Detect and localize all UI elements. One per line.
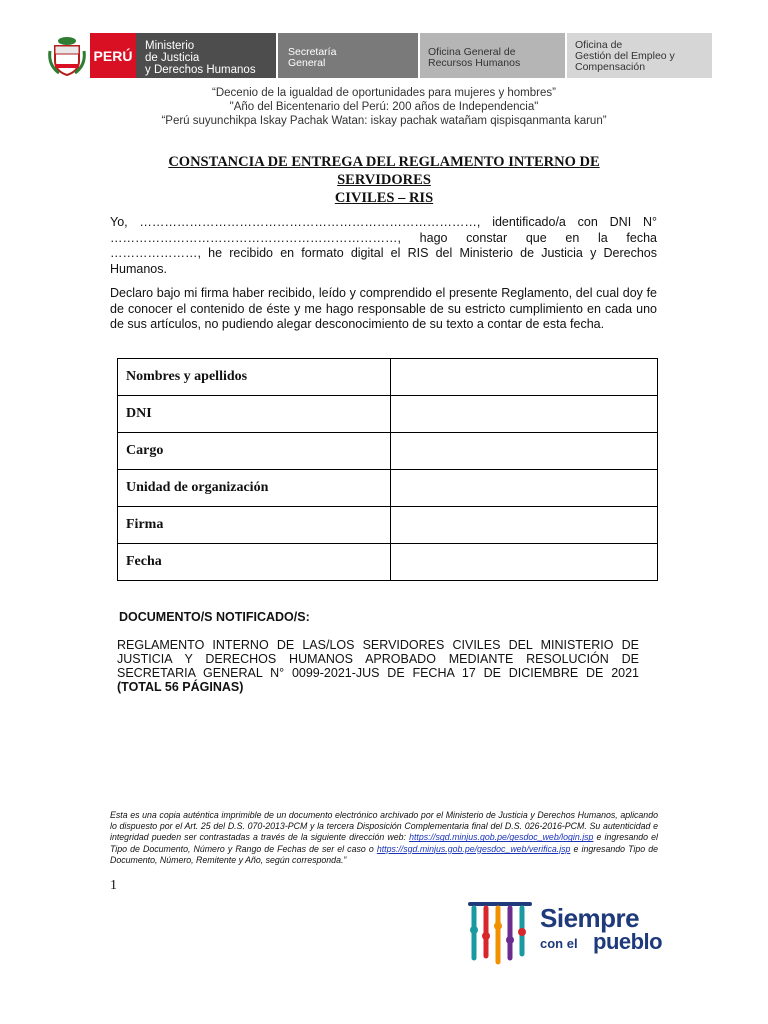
total-pages: (TOTAL 56 PÁGINAS) xyxy=(117,680,244,694)
notified-text: REGLAMENTO INTERNO DE LAS/LOS SERVIDORES CIVILES DEL MINISTERIO DE JUSTICIA Y DERECHOS HUMANOS APROBADO MEDIANTE RESOLUCIÓN DE SECRETARIA GENERAL N° 0099-2021-JUS DE FECHA 17 DE DICIEMBRE DE 2021 xyxy=(117,638,639,680)
field-label: Cargo xyxy=(118,433,391,470)
title-line: CIVILES – RIS xyxy=(334,190,434,206)
oges-label xyxy=(567,33,712,78)
field-label: Firma xyxy=(118,507,391,544)
field-value[interactable] xyxy=(391,396,658,433)
field-label: Fecha xyxy=(118,544,391,581)
authenticity-footnote xyxy=(110,810,658,866)
field-value[interactable] xyxy=(391,544,658,581)
motto-line: “Decenio de la igualdad de oportunidades para mujeres y hombres” xyxy=(212,87,556,99)
notified-heading: DOCUMENTO/S NOTIFICADO/S: xyxy=(119,610,310,624)
oges-line: Gestión del Empleo y xyxy=(575,50,675,62)
header-bar xyxy=(44,33,721,78)
ministry-name xyxy=(136,33,276,78)
brand-word-con-el: con el xyxy=(540,936,578,951)
footnote-text: Esta es una copia auténtica imprimible de un documento electrónico archivado por el Ministerio de Justicia y Derechos Humanos, aplicando lo dispuesto por el Art. 25 del D.S. 070-2013-PCM y la tercera Disposición Complementaria final del D.S. 026-2016-PCM. Su autenticidad e integridad pueden ser contrastadas a través de la siguiente dirección web: xyxy=(110,810,658,843)
commitment-paragraph: Declaro bajo mi firma haber recibido, leído y comprendido el presente Reglamento, del cual doy fe de conocer el contenido de éste y me hago responsable de su estricto cumplimiento en cada uno de sus artículos, no pudiendo alegar desconocimiento de su texto a contar de esta fecha. xyxy=(110,286,657,331)
document-title xyxy=(120,153,648,207)
people-figures-icon xyxy=(468,900,538,966)
table-row xyxy=(118,470,658,507)
oges-line: Oficina de xyxy=(575,39,623,51)
motto-line: "Año del Bicentenario del Perú: 200 años de Independencia" xyxy=(229,101,539,113)
declaration-paragraph: Yo, ………………………………………………………………………, identificado/a con DNI N° ……………………………………………………………, hago constar que en la fecha …………………, he recibido en formato digital el RIS del Ministerio de Justicia y Derechos Humanos. xyxy=(110,215,657,276)
field-value[interactable] xyxy=(391,507,658,544)
brand-word-pueblo: pueblo xyxy=(593,929,663,954)
title-line: CONSTANCIA DE ENTREGA DEL REGLAMENTO INTERNO DE SERVIDORES xyxy=(168,154,600,188)
coat-of-arms-icon xyxy=(44,33,90,78)
ministry-line: de Justicia xyxy=(145,52,200,64)
table-row xyxy=(118,433,658,470)
table-row xyxy=(118,507,658,544)
ogrh-label xyxy=(420,33,565,78)
field-value[interactable] xyxy=(391,470,658,507)
peru-label: PERÚ xyxy=(90,33,136,78)
motto-line: “Perú suyunchikpa Iskay Pachak Watan: iskay pachak watañam qispisqanmanta karun” xyxy=(161,115,607,127)
login-link[interactable]: https://sgd.minjus.gob.pe/gesdoc_web/login.jsp xyxy=(409,832,594,843)
page-number: 1 xyxy=(110,878,117,893)
recipient-form-table xyxy=(117,358,658,581)
field-label: Nombres y apellidos xyxy=(118,359,391,396)
field-value[interactable] xyxy=(391,359,658,396)
table-row xyxy=(118,359,658,396)
oges-line: Compensación xyxy=(575,61,646,73)
footnote-text: e ingresando Tipo de Documento, Número, Remitente y Año, según corresponda.” xyxy=(110,843,658,865)
notified-body xyxy=(117,638,639,694)
secretaria-line: Secretaría xyxy=(288,46,337,58)
table-row xyxy=(118,396,658,433)
ministry-line: Ministerio xyxy=(145,40,195,52)
field-label: Unidad de organización xyxy=(118,470,391,507)
footnote-text: e ingresando el Tipo de Documento, Número y Rango de Fechas de ser el caso o xyxy=(110,832,658,854)
verify-link[interactable]: https://sgd.minjus.gob.pe/gesdoc_web/verifica.jsp xyxy=(376,843,571,854)
year-mottos xyxy=(0,86,768,128)
ogrh-line: Recursos Humanos xyxy=(428,57,521,69)
table-row xyxy=(118,544,658,581)
ogrh-line: Oficina General de xyxy=(428,46,516,58)
secretaria-line: General xyxy=(288,57,326,69)
brand-word-siempre: Siempre xyxy=(540,903,640,933)
ministry-line: y Derechos Humanos xyxy=(145,64,256,76)
secretaria-general-label xyxy=(278,33,418,78)
field-label: DNI xyxy=(118,396,391,433)
field-value[interactable] xyxy=(391,433,658,470)
